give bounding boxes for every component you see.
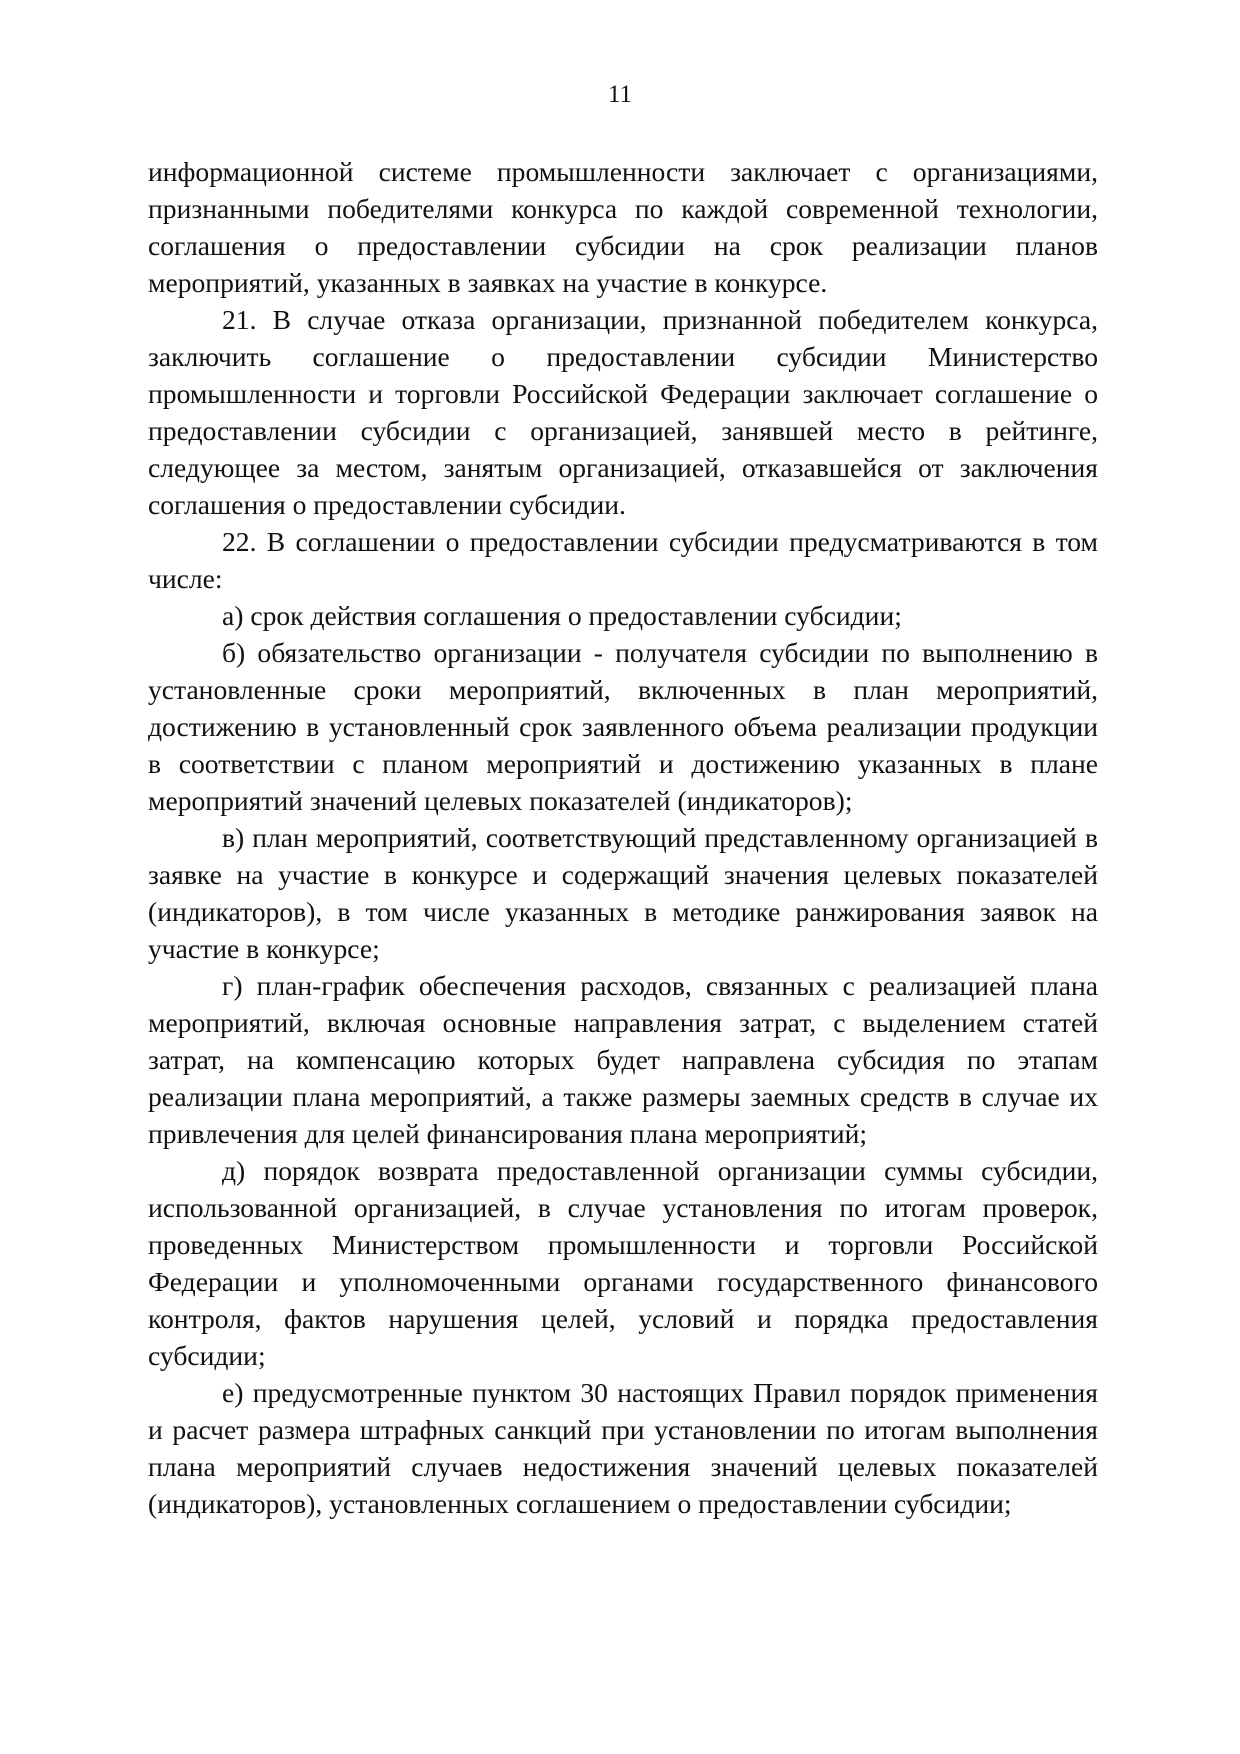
paragraph-subitem-a: а) срок действия соглашения о предоставлении субсидии;: [222, 600, 902, 631]
paragraph-item-21: 21. В случае отказа организации, признанной победителем конкурса, заключить соглашение о предоставлении субсидии Министерство промышленности и торговли Российской Федерации заключает соглашение о предоставлении субсидии с организацией, занявшей место в рейтинге, следующее за местом, занятым организацией, отказавшейся от заключения соглашения о предоставлении субсидии.: [148, 304, 1098, 520]
page-number: 11: [607, 81, 633, 108]
paragraph-subitem-g: г) план-график обеспечения расходов, связанных с реализацией плана мероприятий, включая основные направления затрат, с выделением статей затрат, на компенсацию которых будет направлена субсидия по этапам реализации плана мероприятий, а также размеры заемных средств в случае их привлечения для целей финансирования плана мероприятий;: [148, 970, 1098, 1149]
paragraph-subitem-b: б) обязательство организации - получателя субсидии по выполнению в установленные сроки мероприятий, включенных в план мероприятий, достижению в установленный срок заявленного объема реализации продукции в соответствии с планом мероприятий и достижению указанных в плане мероприятий значений целевых показателей (индикаторов);: [148, 637, 1098, 816]
paragraph-subitem-d: д) порядок возврата предоставленной организации суммы субсидии, использованной организацией, в случае установления по итогам проверок, проведенных Министерством промышленности и торговли Российской Федерации и уполномоченными органами государственного финансового контроля, фактов нарушения целей, условий и порядка предоставления субсидии;: [148, 1155, 1098, 1371]
paragraph-item-22: 22. В соглашении о предоставлении субсидии предусматриваются в том числе:: [148, 526, 1098, 594]
paragraph-subitem-e: е) предусмотренные пунктом 30 настоящих Правил порядок применения и расчет размера штрафных санкций при установлении по итогам выполнения плана мероприятий случаев недостижения значений целевых показателей (индикаторов), установленных соглашением о предоставлении субсидии;: [148, 1377, 1098, 1519]
document-body: [148, 153, 1098, 1522]
paragraph-continuation: информационной системе промышленности заключает с организациями, признанными победителями конкурса по каждой современной технологии, соглашения о предоставлении субсидии на срок реализации планов мероприятий, указанных в заявках на участие в конкурсе.: [148, 156, 1098, 298]
paragraph-subitem-v: в) план мероприятий, соответствующий представленному организацией в заявке на участие в конкурсе и содержащий значения целевых показателей (индикаторов), в том числе указанных в методике ранжирования заявок на участие в конкурсе;: [148, 822, 1098, 964]
